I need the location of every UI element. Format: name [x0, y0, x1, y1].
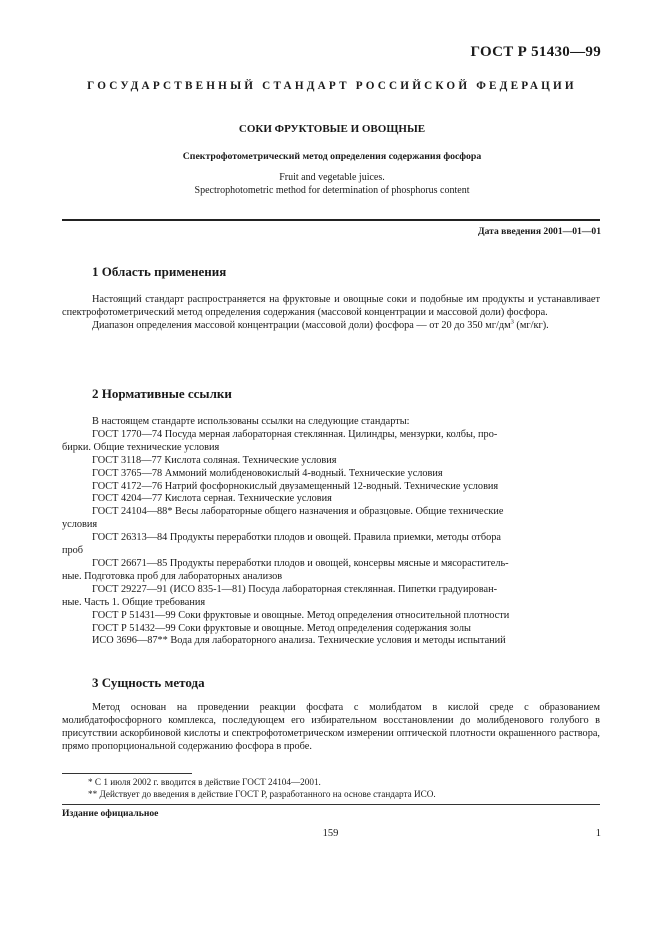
page-number-center: 159 [322, 828, 339, 839]
footnote-divider [62, 773, 192, 774]
english-title [62, 172, 602, 197]
section-3-heading: 3 Сущность метода [92, 675, 205, 690]
reference-line: ГОСТ Р 51432—99 Соки фруктовые и овощные. Метод определения содержания золы [92, 622, 471, 634]
section-2-body [62, 416, 600, 648]
references-list [62, 429, 600, 648]
reference-line: ные. Часть 1. Общие требования [62, 596, 206, 608]
state-standard-banner: ГОСУДАРСТВЕННЫЙ СТАНДАРТ РОССИЙСКОЙ ФЕДЕРАЦИИ [87, 80, 577, 92]
title-divider [62, 219, 600, 221]
reference-line: ГОСТ 29227—91 (ИСО 835-1—81) Посуда лабораторная стеклянная. Пипетки градуирован- [92, 583, 498, 595]
section-2-heading: 2 Нормативные ссылки [92, 386, 232, 401]
reference-line: ГОСТ 24104—88* Весы лабораторные общего назначения и образцовые. Общие технические [92, 506, 504, 518]
footnote-1: * С 1 июля 2002 г. вводится в действие ГОСТ 24104—2001. [88, 777, 321, 787]
range-superscript: 3 [510, 318, 514, 326]
official-edition-label: Издание официальное [62, 808, 159, 819]
page-number-right: 1 [595, 828, 601, 839]
references-intro: В настоящем стандарте использованы ссылки на следующие стандарты: [92, 416, 410, 427]
section-1-body [62, 294, 600, 333]
reference-line: ГОСТ 26671—85 Продукты переработки плодов и овощей, консервы мясные и мясораститель- [92, 557, 509, 569]
section-1-paragraph-1: Настоящий стандарт распространяется на фруктовые и овощные соки и подобные им продукты и устанавливает спектрофотометрический метод определения содержания (массовой концентрации и массовой доли) фосфора. [62, 294, 600, 318]
reference-line: ГОСТ 3118—77 Кислота соляная. Технические условия [92, 454, 337, 466]
reference-line: ные. Подготовка проб для лабораторных анализов [62, 570, 283, 582]
document-title: СОКИ ФРУКТОВЫЕ И ОВОЩНЫЕ [238, 123, 426, 135]
reference-line: ГОСТ 3765—78 Аммоний молибденовокислый 4-водный. Технические условия [92, 467, 443, 479]
reference-line: проб [62, 545, 84, 557]
english-title-line-1: Fruit and vegetable juices. [279, 172, 385, 183]
reference-line: условия [62, 519, 98, 531]
document-code: ГОСТ Р 51430—99 [470, 44, 601, 60]
footnotes [62, 777, 600, 801]
section-3-body [62, 702, 600, 754]
reference-line: ИСО 3696—87** Вода для лабораторного анализа. Технические условия и методы испытаний [92, 635, 506, 647]
english-title-line-2: Spectrophotometric method for determination of phosphorus content [194, 184, 470, 196]
reference-line: ГОСТ 4172—76 Натрий фосфорнокислый двузамещенный 12-водный. Технические условия [92, 480, 499, 492]
footer-divider [62, 804, 600, 805]
reference-line: ГОСТ 1770—74 Посуда мерная лабораторная стеклянная. Цилиндры, мензурки, колбы, про- [92, 428, 498, 440]
reference-line: ГОСТ 4204—77 Кислота серная. Технические условия [92, 493, 332, 505]
reference-line: ГОСТ 26313—84 Продукты переработки плодов и овощей. Правила приемки, методы отбора [92, 532, 501, 544]
reference-line: ГОСТ Р 51431—99 Соки фруктовые и овощные. Метод определения относительной плотности [92, 609, 510, 621]
section-1-heading: 1 Область применения [92, 264, 227, 279]
document-subtitle: Спектрофотометрический метод определения содержания фосфора [182, 151, 482, 162]
footnote-2: ** Действует до введения в действие ГОСТ Р, разработанного на основе стандарта ИСО. [88, 788, 436, 799]
reference-line: бирки. Общие технические условия [62, 441, 220, 453]
introduction-date: Дата введения 2001—01—01 [478, 226, 601, 237]
section-1-paragraph-2 [62, 320, 600, 333]
section-3-paragraph-1: Метод основан на проведении реакции фосфата с молибдатом в кислой среде с образованием молибдатофосфорного комплекса, последующем его избирательном восстановлении до молибденового голубого в присутствии аскорбиновой кислоты и спектрофотометрическом измерении оптической плотности окрашенного раствора, прямо пропорциональной содержанию фосфора в пробе. [62, 702, 600, 752]
range-units: (мг/кг). [513, 319, 549, 331]
range-text: Диапазон определения массовой концентрации (массовой доли) фосфора — от 20 до 350 мг/дм [92, 319, 511, 331]
